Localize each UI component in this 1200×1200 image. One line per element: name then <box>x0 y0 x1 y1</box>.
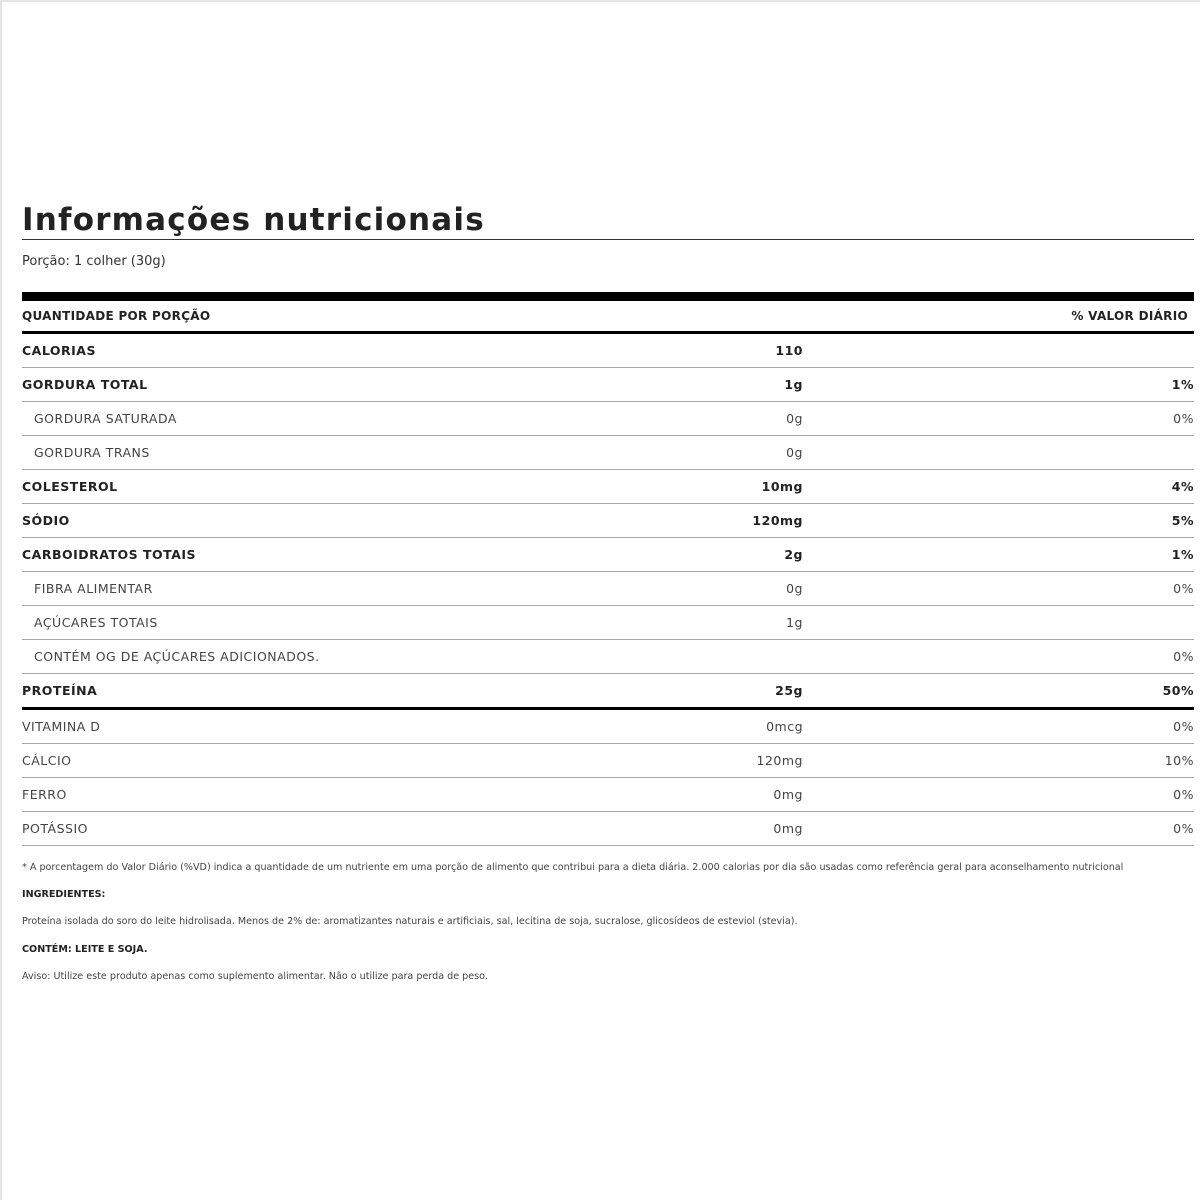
nutrient-daily-value: 50% <box>1162 683 1194 698</box>
warning-text: Aviso: Utilize este produto apenas como suplemento alimentar. Não o utilize para perda de peso. <box>22 971 488 982</box>
nutrient-name: VITAMINA D <box>22 719 101 734</box>
nutrient-daily-value: 0% <box>1173 821 1194 836</box>
nutrient-daily-value: 0% <box>1173 581 1194 596</box>
nutrient-daily-value: 0% <box>1173 787 1194 802</box>
nutrient-daily-value: 0% <box>1173 719 1194 734</box>
nutrient-name: CONTÉM OG DE AÇÚCARES ADICIONADOS. <box>34 649 320 664</box>
ingredients-label: INGREDIENTES: <box>22 889 106 900</box>
nutrition-table <box>22 334 1194 846</box>
nutrient-amount: 120mg <box>752 513 803 528</box>
nutrient-name: FERRO <box>22 787 67 802</box>
nutrient-amount: 0mcg <box>766 719 803 734</box>
nutrient-name: SÓDIO <box>22 513 70 528</box>
nutrient-amount: 1g <box>786 615 803 630</box>
nutrient-row-acucares <box>22 606 1194 640</box>
mineral-row-potassio <box>22 812 1194 846</box>
nutrient-daily-value: 0% <box>1173 649 1194 664</box>
nutrient-amount: 25g <box>775 683 803 698</box>
nutrient-daily-value: 1% <box>1171 377 1194 392</box>
nutrient-name: COLESTEROL <box>22 479 118 494</box>
nutrient-daily-value: 0% <box>1173 411 1194 426</box>
nutrient-amount: 10mg <box>761 479 803 494</box>
nutrient-name: CÁLCIO <box>22 753 72 768</box>
mineral-row-calcio <box>22 744 1194 778</box>
nutrient-amount: 0mg <box>773 821 803 836</box>
nutrient-name: CALORIAS <box>22 343 96 358</box>
nutrient-row-gordura-total <box>22 368 1194 402</box>
nutrient-amount: 0g <box>786 445 803 460</box>
nutrient-row-gordura-saturada <box>22 402 1194 436</box>
nutrient-amount: 1g <box>784 377 803 392</box>
table-header <box>22 301 1194 331</box>
nutrient-row-carboidratos <box>22 538 1194 572</box>
nutrient-row-gordura-trans <box>22 436 1194 470</box>
nutrient-row-acucares-adicionados <box>22 640 1194 674</box>
nutrient-daily-value: 10% <box>1164 753 1194 768</box>
nutrient-daily-value: 1% <box>1171 547 1194 562</box>
table-top-bar <box>22 292 1194 301</box>
nutrient-name: AÇÚCARES TOTAIS <box>34 615 158 630</box>
nutrient-name: FIBRA ALIMENTAR <box>34 581 153 596</box>
daily-value-header: % VALOR DIÁRIO <box>1071 309 1188 323</box>
nutrient-daily-value: 5% <box>1171 513 1194 528</box>
nutrient-amount: 110 <box>775 343 803 358</box>
nutrient-name: CARBOIDRATOS TOTAIS <box>22 547 197 562</box>
nutrient-row-proteina <box>22 674 1194 710</box>
nutrient-amount: 0g <box>786 581 803 596</box>
daily-value-footnote: * A porcentagem do Valor Diário (%VD) indica a quantidade de um nutriente em uma porção de alimento que contribui para a dieta diária. 2.000 calorias por dia são usadas como referência geral para aconselhamento nutricional <box>22 862 1124 873</box>
nutrient-row-calorias <box>22 334 1194 368</box>
nutrient-name: GORDURA TOTAL <box>22 377 148 392</box>
nutrient-daily-value: 4% <box>1171 479 1194 494</box>
quantity-header: QUANTIDADE POR PORÇÃO <box>22 309 211 323</box>
mineral-row-vitamina-d <box>22 710 1194 744</box>
allergens-text: CONTÉM: LEITE E SOJA. <box>22 944 148 955</box>
serving-size: Porção: 1 colher (30g) <box>22 254 166 269</box>
nutrient-row-fibra <box>22 572 1194 606</box>
nutrient-amount: 2g <box>784 547 803 562</box>
nutrient-name: GORDURA SATURADA <box>34 411 177 426</box>
ingredients-text: Proteína isolada do soro do leite hidrolisada. Menos de 2% de: aromatizantes naturais e artificiais, sal, lecitina de soja, sucralose, glicosídeos de esteviol (stevia). <box>22 916 798 927</box>
title-divider <box>22 239 1194 240</box>
nutrient-name: POTÁSSIO <box>22 821 88 836</box>
mineral-row-ferro <box>22 778 1194 812</box>
nutrient-amount: 120mg <box>756 753 803 768</box>
nutrient-row-colesterol <box>22 470 1194 504</box>
page-title: Informações nutricionais <box>22 202 485 238</box>
nutrient-row-sodio <box>22 504 1194 538</box>
nutrient-name: GORDURA TRANS <box>34 445 150 460</box>
nutrient-amount: 0g <box>786 411 803 426</box>
nutrient-amount: 0mg <box>773 787 803 802</box>
nutrient-name: PROTEÍNA <box>22 683 98 698</box>
